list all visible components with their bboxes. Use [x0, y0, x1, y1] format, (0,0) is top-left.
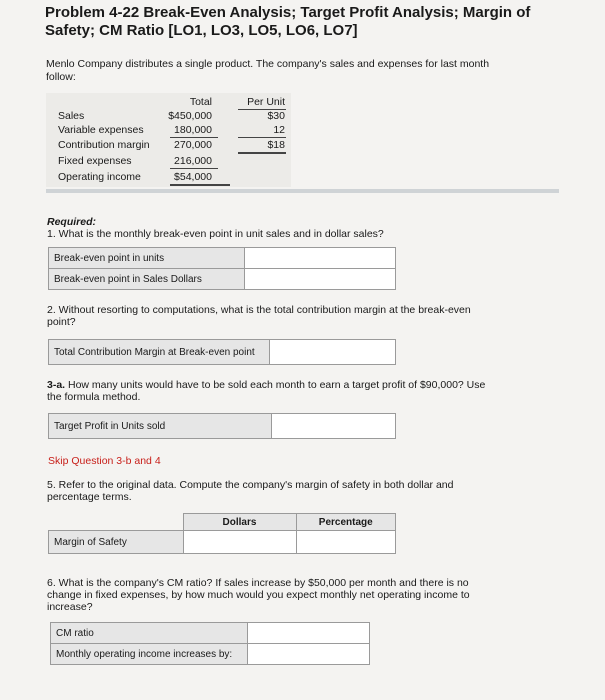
- target-profit-units-label: Target Profit in Units sold: [49, 414, 272, 439]
- target-profit-units-input[interactable]: [272, 414, 396, 439]
- table-row: [49, 514, 396, 531]
- statement-row-contribution: Contribution margin 270,000 $18: [58, 139, 285, 151]
- header-total: Total: [189, 96, 212, 108]
- question-3a-table: [48, 413, 396, 439]
- question-2-table: [48, 339, 396, 365]
- col-percentage: Percentage: [296, 514, 396, 531]
- total-income-rule: [170, 168, 218, 169]
- question-1-text: 1. What is the monthly break-even point in unit sales and in dollar sales?: [47, 228, 384, 240]
- table-row: [49, 248, 396, 269]
- break-even-cm-input[interactable]: [270, 340, 396, 365]
- problem-title: Problem 4-22 Break-Even Analysis; Target Profit Analysis; Margin of Safety; CM Ratio [LO1, LO3, LO5, LO6, LO7]: [45, 4, 531, 39]
- table-row: [49, 531, 396, 554]
- margin-of-safety-percentage-input[interactable]: [296, 531, 396, 554]
- table-row: [49, 340, 396, 365]
- section-divider: [46, 189, 559, 193]
- skip-question-link[interactable]: Skip Question 3-b and 4: [48, 455, 161, 467]
- question-1-block: [47, 216, 547, 240]
- statement-row-income: Operating income $54,000: [58, 171, 212, 183]
- col-dollars: Dollars: [183, 514, 296, 531]
- question-1-table: [48, 247, 396, 290]
- header-per-unit: Per Unit: [247, 96, 285, 108]
- problem-intro: Menlo Company distributes a single product. The company's sales and expenses for last month follow:: [46, 58, 490, 83]
- breakeven-units-input[interactable]: [245, 248, 396, 269]
- income-statement: [46, 93, 291, 187]
- question-3a-text: [47, 379, 497, 403]
- margin-of-safety-label: Margin of Safety: [49, 531, 184, 554]
- question-6-table: [50, 622, 370, 665]
- table-row: [49, 269, 396, 290]
- question-5-text: 5. Refer to the original data. Compute the company's margin of safety in both dollar and percentage terms.: [47, 479, 454, 503]
- breakeven-dollars-input[interactable]: [245, 269, 396, 290]
- question-3a-body: How many units would have to be sold each month to earn a target profit of $90,000? Use the formula method.: [47, 379, 486, 403]
- total-double-rule: [170, 184, 230, 186]
- income-increase-label: Monthly operating income increases by:: [51, 644, 248, 665]
- cm-ratio-input[interactable]: [248, 623, 370, 644]
- question-5-table: [48, 513, 396, 554]
- cm-ratio-label: CM ratio: [51, 623, 248, 644]
- table-row: [51, 623, 370, 644]
- margin-of-safety-dollars-input[interactable]: [183, 531, 296, 554]
- table-row: [49, 414, 396, 439]
- break-even-cm-label: Total Contribution Margin at Break-even point: [49, 340, 270, 365]
- income-increase-input[interactable]: [248, 644, 370, 665]
- statement-row-variable: Variable expenses 180,000 12: [58, 124, 285, 136]
- question-3a-prefix: 3-a.: [47, 379, 66, 391]
- statement-row-fixed: Fixed expenses 216,000: [58, 155, 212, 167]
- required-label: Required:: [47, 216, 97, 228]
- breakeven-units-label: Break-even point in units: [49, 248, 245, 269]
- question-6-text: 6. What is the company's CM ratio? If sales increase by $50,000 per month and there is no change in fixed expenses, by how much would you expect monthly net operating income to increase?: [47, 577, 470, 613]
- question-2-text: 2. Without resorting to computations, what is the total contribution margin at the break-even point?: [47, 304, 471, 328]
- statement-header: [46, 95, 291, 109]
- breakeven-dollars-label: Break-even point in Sales Dollars: [49, 269, 245, 290]
- table-row: [51, 644, 370, 665]
- statement-row-sales: Sales $450,000 $30: [58, 110, 285, 122]
